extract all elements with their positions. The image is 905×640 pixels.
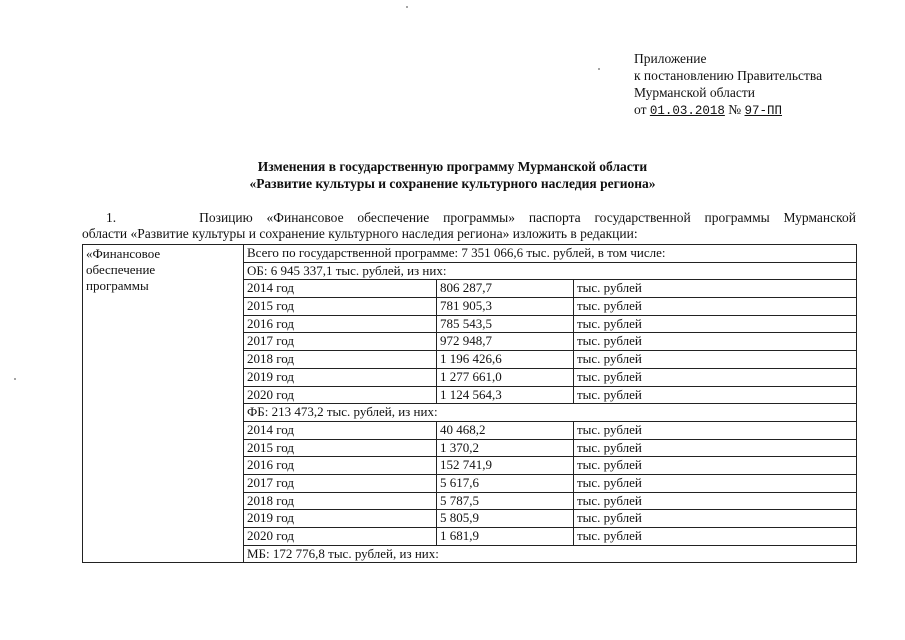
unit-cell: тыс. рублей: [574, 421, 857, 439]
year-cell: 2020 год: [244, 528, 437, 546]
title-line-2: «Развитие культуры и сохранение культурного наследия региона»: [249, 176, 656, 191]
paragraph-number: 1.: [106, 210, 117, 225]
appendix-dateline: [634, 101, 822, 120]
appendix-line-1: Приложение: [634, 51, 707, 66]
financing-table: [82, 244, 857, 563]
amount-cell: 1 196 426,6: [437, 351, 574, 369]
amount-cell: 785 543,5: [437, 315, 574, 333]
year-cell: 2019 год: [244, 510, 437, 528]
year-cell: 2018 год: [244, 492, 437, 510]
amount-cell: 1 370,2: [437, 439, 574, 457]
amount-cell: 5 805,9: [437, 510, 574, 528]
amount-cell: 1 277 661,0: [437, 368, 574, 386]
year-cell: 2016 год: [244, 457, 437, 475]
label-line-3: программы: [86, 278, 149, 293]
title-line-1: Изменения в государственную программу Мурманской области: [257, 159, 648, 174]
total-cell: Всего по государственной программе: 7 351 066,6 тыс. рублей, в том числе:: [244, 245, 857, 263]
paragraph-1: [82, 210, 856, 242]
amount-cell: 781 905,3: [437, 298, 574, 316]
number-sign: №: [728, 102, 742, 117]
year-cell: 2014 год: [244, 280, 437, 298]
year-cell: 2017 год: [244, 333, 437, 351]
amount-cell: 806 287,7: [437, 280, 574, 298]
unit-cell: тыс. рублей: [574, 298, 857, 316]
unit-cell: тыс. рублей: [574, 280, 857, 298]
appendix-line-2: к постановлению Правительства: [634, 68, 823, 83]
year-cell: 2020 год: [244, 386, 437, 404]
unit-cell: тыс. рублей: [574, 368, 857, 386]
amount-cell: 1 124 564,3: [437, 386, 574, 404]
amount-cell: 152 741,9: [437, 457, 574, 475]
mb-header-cell: МБ: 172 776,8 тыс. рублей, из них:: [244, 545, 857, 563]
appendix-line-3: Мурманской области: [634, 85, 755, 100]
fb-header-cell: ФБ: 213 473,2 тыс. рублей, из них:: [244, 404, 857, 422]
year-cell: 2018 год: [244, 351, 437, 369]
scan-speck: [14, 378, 16, 380]
label-line-1: «Финансовое: [86, 246, 161, 261]
ob-header-cell: ОБ: 6 945 337,1 тыс. рублей, из них:: [244, 262, 857, 280]
unit-cell: тыс. рублей: [574, 510, 857, 528]
amount-cell: 5 617,6: [437, 474, 574, 492]
year-cell: 2019 год: [244, 368, 437, 386]
unit-cell: тыс. рублей: [574, 315, 857, 333]
year-cell: 2015 год: [244, 298, 437, 316]
resolution-date: 01.03.2018: [649, 104, 725, 118]
unit-cell: тыс. рублей: [574, 492, 857, 510]
date-prefix: от: [634, 102, 647, 117]
year-cell: 2016 год: [244, 315, 437, 333]
amount-cell: 5 787,5: [437, 492, 574, 510]
unit-cell: тыс. рублей: [574, 333, 857, 351]
total-row: [83, 245, 857, 263]
unit-cell: тыс. рублей: [574, 474, 857, 492]
position-label-cell: [83, 245, 244, 563]
unit-cell: тыс. рублей: [574, 528, 857, 546]
amount-cell: 40 468,2: [437, 421, 574, 439]
resolution-number: 97-ПП: [744, 104, 783, 118]
year-cell: 2014 год: [244, 421, 437, 439]
amount-cell: 972 948,7: [437, 333, 574, 351]
year-cell: 2017 год: [244, 474, 437, 492]
paragraph-line-1: [82, 210, 856, 226]
unit-cell: тыс. рублей: [574, 457, 857, 475]
scan-speck: [406, 6, 408, 8]
scan-speck: [598, 68, 600, 70]
paragraph-text-1: Позицию «Финансовое обеспечение программы» паспорта государственной программы Мурманской: [199, 210, 856, 225]
appendix-block: [634, 50, 822, 120]
unit-cell: тыс. рублей: [574, 386, 857, 404]
document-title: [0, 158, 905, 192]
paragraph-line-2: области «Развитие культуры и сохранение культурного наследия региона» изложить в редакции:: [82, 226, 638, 241]
unit-cell: тыс. рублей: [574, 351, 857, 369]
label-line-2: обеспечение: [86, 262, 156, 277]
amount-cell: 1 681,9: [437, 528, 574, 546]
year-cell: 2015 год: [244, 439, 437, 457]
unit-cell: тыс. рублей: [574, 439, 857, 457]
